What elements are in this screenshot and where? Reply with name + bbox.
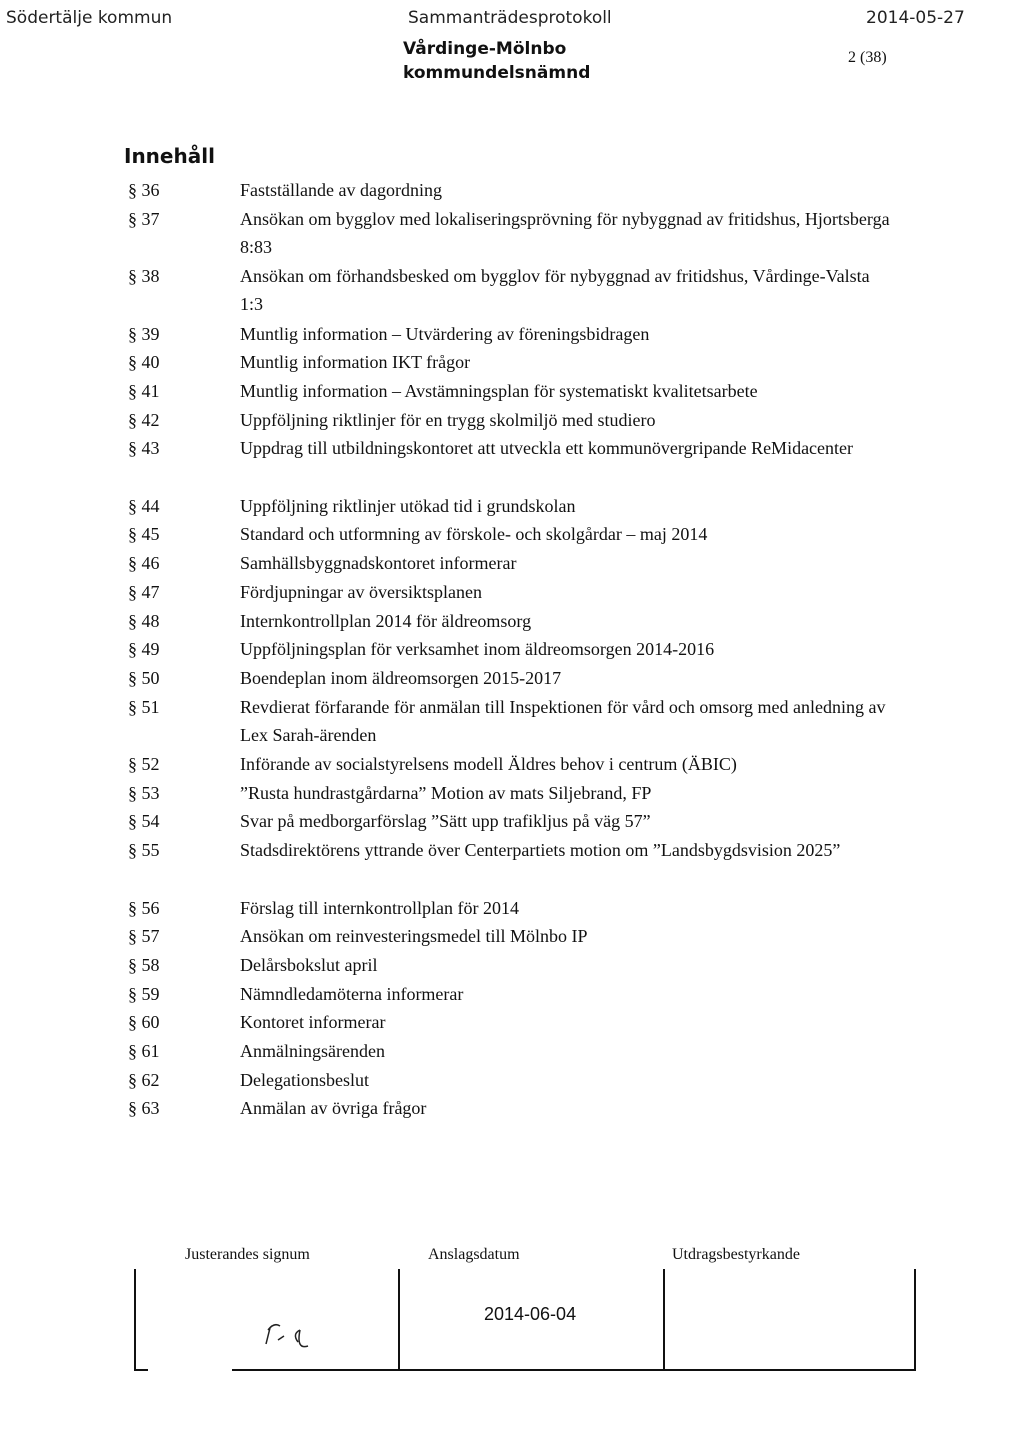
toc-item-number: § 55 (128, 840, 160, 861)
toc-item-number: § 47 (128, 581, 160, 602)
toc-item-text: Muntlig information – Utvärdering av föreningsbidragen (240, 323, 650, 344)
page-number: 2 (38) (848, 49, 887, 66)
meeting-date: 2014-05-27 (866, 8, 965, 28)
toc-item-number: § 51 (128, 696, 160, 717)
toc-item-number: § 45 (128, 524, 160, 545)
toc-item-number: § 53 (128, 782, 160, 803)
toc-item-text: Anmälningsärenden (240, 1041, 385, 1061)
toc-item-text: Boendeplan inom äldreomsorgen 2015-2017 (240, 667, 562, 688)
toc-item-number: § 44 (128, 495, 160, 516)
toc-item-text: Samhällsbyggnadskontoret informerar (240, 553, 517, 574)
toc-item-number: § 39 (128, 323, 160, 344)
toc-item-number: § 36 (128, 180, 160, 200)
toc-item-number: § 57 (128, 926, 160, 947)
toc-item-text: Uppdrag till utbildningskontoret att utveckla ett kommunövergripande ReMidacenter (240, 438, 854, 459)
toc-item-text: Internkontrollplan 2014 för äldreomsorg (240, 610, 532, 631)
signature-divider (663, 1269, 665, 1371)
toc-item-text: ”Rusta hundrastgårdarna” Motion av mats Siljebrand, FP (240, 782, 652, 803)
toc-item-number: § 52 (128, 754, 160, 774)
toc-item-number: § 61 (128, 1041, 160, 1061)
toc-item-text: Införande av socialstyrelsens modell Äldres behov i centrum (ÄBIC) (240, 754, 737, 774)
signature-divider (914, 1269, 916, 1371)
toc-item-number: § 42 (128, 409, 160, 430)
municipality-name: Södertälje kommun (6, 8, 173, 28)
toc-item-text: Nämndledamöterna informerar (240, 983, 464, 1004)
toc-item-text: Delegationsbeslut (240, 1069, 369, 1090)
toc-item-text: Uppföljningsplan för verksamhet inom äldreomsorgen 2014-2016 (240, 639, 715, 660)
toc-item-text: Revdierat förfarande för anmälan till Inspektionen för vård och omsorg med anledning av Lex Sarah-ärenden (240, 696, 886, 745)
toc-title: Innehåll (124, 144, 215, 168)
toc-item-number: § 56 (128, 897, 160, 918)
toc-item-text: Förslag till internkontrollplan för 2014 (240, 897, 519, 918)
toc-item-text: Fördjupningar av översiktsplanen (240, 581, 482, 602)
anslag-label: Anslagsdatum (428, 1246, 520, 1263)
committee-name (403, 37, 603, 85)
toc-item-text: Anmälan av övriga frågor (240, 1098, 427, 1119)
toc-item-number: § 46 (128, 553, 160, 574)
document-type: Sammanträdesprotokoll (408, 8, 612, 28)
toc-item-number: § 41 (128, 380, 160, 401)
toc-item-text: Uppföljning riktlinjer utökad tid i grundskolan (240, 495, 576, 516)
handwritten-initials (262, 1316, 342, 1356)
committee-name-line2: kommundelsnämnd (403, 63, 591, 83)
utdrag-label: Utdragsbestyrkande (672, 1246, 800, 1263)
signature-divider (398, 1269, 400, 1371)
toc-item-text: Standard och utformning av förskole- och skolgårdar – maj 2014 (240, 524, 708, 545)
signature-baseline (134, 1369, 148, 1371)
toc-item-number: § 37 (128, 208, 160, 229)
toc-item-number: § 48 (128, 610, 160, 631)
toc-item-number: § 43 (128, 438, 160, 459)
toc-item-text: Svar på medborgarförslag ”Sätt upp trafikljus på väg 57” (240, 811, 651, 832)
toc-item-text: Ansökan om reinvesteringsmedel till Mölnbo IP (240, 926, 588, 947)
toc-item-text: Uppföljning riktlinjer för en trygg skolmiljö med studiero (240, 409, 656, 430)
signum-label: Justerandes signum (185, 1246, 310, 1263)
toc-item-text: Ansökan om förhandsbesked om bygglov för nybyggnad av fritidshus, Vårdinge-Valsta 1:3 (240, 266, 870, 315)
toc-item-text: Kontoret informerar (240, 1012, 386, 1033)
toc-item-number: § 62 (128, 1069, 160, 1090)
committee-name-line1: Vårdinge-Mölnbo (403, 39, 567, 59)
signature-block (0, 1240, 1024, 1380)
toc-item-number: § 59 (128, 983, 160, 1004)
toc-item-number: § 49 (128, 639, 160, 660)
toc-item-number: § 63 (128, 1098, 160, 1119)
signature-divider (134, 1269, 136, 1371)
toc-item-text: Delårsbokslut april (240, 954, 378, 975)
toc-item-text: Muntlig information IKT frågor (240, 352, 471, 373)
toc-item-text: Stadsdirektörens yttrande över Centerpartiets motion om ”Landsbygdsvision 2025” (240, 840, 841, 861)
toc-item-number: § 58 (128, 954, 160, 975)
anslag-date: 2014-06-04 (484, 1304, 577, 1324)
signature-baseline (232, 1369, 916, 1371)
toc-item-number: § 54 (128, 811, 160, 832)
toc-item-text: Muntlig information – Avstämningsplan för systematiskt kvalitetsarbete (240, 380, 758, 401)
toc-item-number: § 40 (128, 352, 160, 373)
toc-item-number: § 50 (128, 667, 160, 688)
toc-item-number: § 38 (128, 266, 160, 287)
toc-item-text: Ansökan om bygglov med lokaliseringsprövning för nybyggnad av fritidshus, Hjortsberga 8:83 (240, 208, 890, 257)
toc-item-number: § 60 (128, 1012, 160, 1033)
toc-item-text: Fastställande av dagordning (240, 180, 442, 200)
